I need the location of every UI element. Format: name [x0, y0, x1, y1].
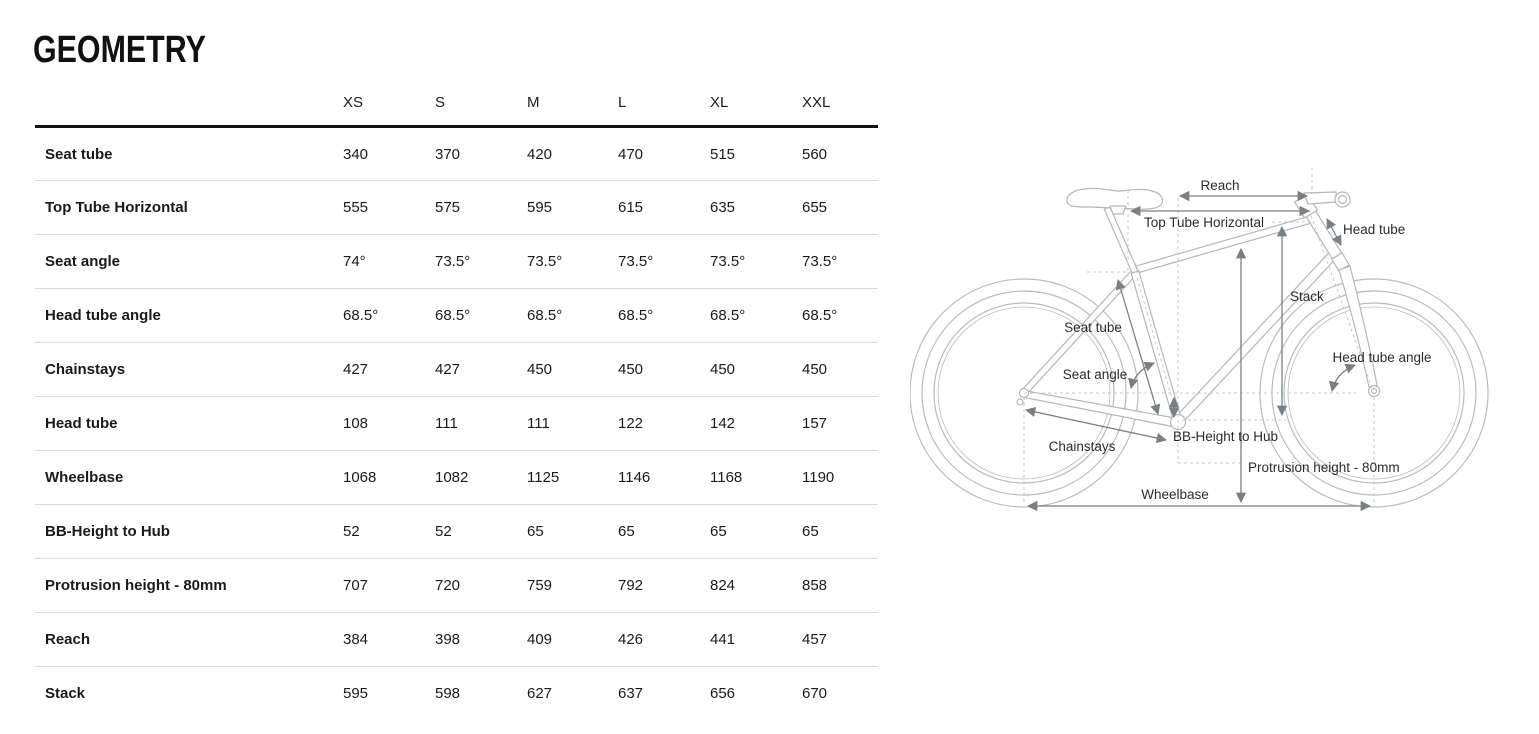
geometry-row [35, 613, 878, 667]
geometry-row-label: Stack [45, 685, 86, 703]
geometry-row-label: BB-Height to Hub [35, 505, 343, 559]
geometry-row-label: Top Tube Horizontal [35, 181, 343, 235]
geometry-value-cell: 426 [618, 613, 710, 667]
geometry-value-cell: 73.5° [618, 235, 710, 289]
geometry-row [35, 397, 878, 451]
geometry-row [35, 667, 878, 721]
geometry-value-cell: 575 [435, 181, 527, 235]
geometry-value-cell: 560 [802, 127, 878, 181]
geometry-row [35, 559, 878, 613]
geometry-value-cell: 515 [710, 127, 802, 181]
geometry-value-cell: 384 [343, 613, 435, 667]
label-stack: Stack [1290, 289, 1324, 304]
geometry-value-cell: 441 [710, 613, 802, 667]
geometry-value-cell: 65 [618, 505, 710, 559]
size-header-spacer [35, 84, 343, 127]
geometry-row-label: Seat tube [35, 127, 343, 181]
geometry-value-cell: 470 [618, 127, 710, 181]
geometry-value-cell: 73.5° [710, 235, 802, 289]
geometry-value-cell: 142 [710, 397, 802, 451]
geometry-row [35, 343, 878, 397]
geometry-row [35, 235, 878, 289]
geometry-value-cell: 398 [435, 613, 527, 667]
page-title: GEOMETRY [33, 29, 206, 71]
geometry-row-label: Reach [35, 613, 343, 667]
geometry-value-cell: 1146 [618, 451, 710, 505]
size-header: S [435, 84, 527, 127]
geometry-value-cell: 824 [710, 559, 802, 613]
geometry-value-cell: 792 [618, 559, 710, 613]
geometry-value-cell: 65 [802, 505, 878, 559]
label-seat-angle: Seat angle [1062, 367, 1128, 382]
label-reach: Reach [1200, 178, 1240, 193]
geometry-value-cell: 73.5° [802, 235, 878, 289]
geometry-value-cell: 627 [527, 685, 553, 703]
geometry-value-cell: 68.5° [435, 289, 527, 343]
label-wheelbase: Wheelbase [1141, 487, 1209, 502]
geometry-value-cell: 720 [435, 559, 527, 613]
geometry-row-label: Head tube [35, 397, 343, 451]
geometry-value-cell: 1125 [527, 451, 618, 505]
label-bb-height-to-hub: BB-Height to Hub [1173, 429, 1279, 444]
geometry-row-label: Chainstays [35, 343, 343, 397]
geometry-value-cell: 427 [343, 343, 435, 397]
geometry-value-cell: 52 [435, 505, 527, 559]
geometry-table-header [35, 84, 878, 127]
geometry-row [35, 181, 878, 235]
head-tube-angle-arc [1332, 365, 1355, 391]
geometry-value-cell: 595 [343, 685, 369, 703]
geometry-value-cell: 598 [435, 685, 461, 703]
geometry-value-cell: 1190 [802, 451, 878, 505]
label-chainstays: Chainstays [1048, 439, 1116, 454]
geometry-value-cell: 68.5° [802, 289, 878, 343]
geometry-table-body [35, 127, 878, 721]
geometry-value-cell: 555 [343, 181, 435, 235]
geometry-value-cell: 68.5° [618, 289, 710, 343]
geometry-value-cell: 595 [527, 181, 618, 235]
geometry-value-cell: 420 [527, 127, 618, 181]
down-tube [1175, 252, 1337, 424]
geometry-value-cell: 1082 [435, 451, 527, 505]
geometry-row [35, 505, 878, 559]
rear-derailleur [1017, 399, 1023, 405]
geometry-value-cell: 450 [527, 343, 618, 397]
geometry-table [35, 84, 878, 721]
geometry-value-cell: 52 [343, 505, 435, 559]
geometry-row-label: Head tube angle [35, 289, 343, 343]
geometry-value-cell: 457 [802, 613, 878, 667]
seat-post [1104, 207, 1138, 273]
size-header-row [35, 84, 878, 127]
geometry-value-cell: 65 [710, 505, 802, 559]
geometry-value-cell: 68.5° [710, 289, 802, 343]
geometry-value-cell: 370 [435, 127, 527, 181]
geometry-value-cell: 65 [527, 505, 618, 559]
bike-diagram-svg [910, 150, 1500, 532]
geometry-value-cell: 655 [802, 181, 878, 235]
geometry-value-cell: 450 [802, 343, 878, 397]
geometry-value-cell: 450 [710, 343, 802, 397]
geometry-value-cell: 635 [710, 181, 802, 235]
geometry-row [35, 451, 878, 505]
geometry-row-label: Wheelbase [35, 451, 343, 505]
geometry-value-cell: 157 [802, 397, 878, 451]
label-seat-tube: Seat tube [1064, 320, 1122, 335]
label-head-tube-angle: Head tube angle [1332, 350, 1432, 365]
geometry-value-cell: 409 [527, 613, 618, 667]
handlebar [1304, 192, 1337, 204]
geometry-value-cell: 637 [618, 685, 644, 703]
geometry-value-cell: 615 [618, 181, 710, 235]
label-protrusion-height: Protrusion height - 80mm [1248, 460, 1400, 475]
grip-ring-inner [1339, 196, 1347, 204]
size-header: XXL [802, 84, 878, 127]
geometry-value-cell: 1168 [710, 451, 802, 505]
geometry-row-label: Protrusion height - 80mm [35, 559, 343, 613]
geometry-value-cell: 340 [343, 127, 435, 181]
geometry-value-cell: 759 [527, 559, 618, 613]
geometry-value-cell: 707 [343, 559, 435, 613]
front-dropout-inner [1372, 389, 1377, 394]
saddle-clamp [1110, 206, 1126, 214]
size-header: L [618, 84, 710, 127]
geometry-row [35, 127, 878, 181]
geometry-value-cell: 1068 [343, 451, 435, 505]
label-head-tube: Head tube [1343, 222, 1406, 237]
label-top-tube-horizontal: Top Tube Horizontal [1143, 215, 1265, 230]
geometry-value-cell: 73.5° [435, 235, 527, 289]
geometry-value-cell: 656 [710, 685, 736, 703]
geometry-value-cell: 858 [802, 559, 878, 613]
geometry-value-cell: 74° [343, 235, 435, 289]
size-header: XL [710, 84, 802, 127]
geometry-value-cell: 68.5° [343, 289, 435, 343]
geometry-value-cell: 670 [802, 685, 828, 703]
geometry-row [35, 289, 878, 343]
size-header: XS [343, 84, 435, 127]
bike-geometry-diagram [910, 150, 1500, 532]
geometry-value-cell: 450 [618, 343, 710, 397]
geometry-value-cell: 427 [435, 343, 527, 397]
geometry-value-cell: 122 [618, 397, 710, 451]
fork-blade [1339, 266, 1377, 387]
geometry-value-cell: 68.5° [527, 289, 618, 343]
geometry-row-label: Seat angle [35, 235, 343, 289]
geometry-value-cell: 111 [435, 397, 527, 451]
geometry-value-cell: 108 [343, 397, 435, 451]
geometry-value-cell: 73.5° [527, 235, 618, 289]
size-header: M [527, 84, 618, 127]
geometry-value-cell: 111 [527, 397, 618, 451]
